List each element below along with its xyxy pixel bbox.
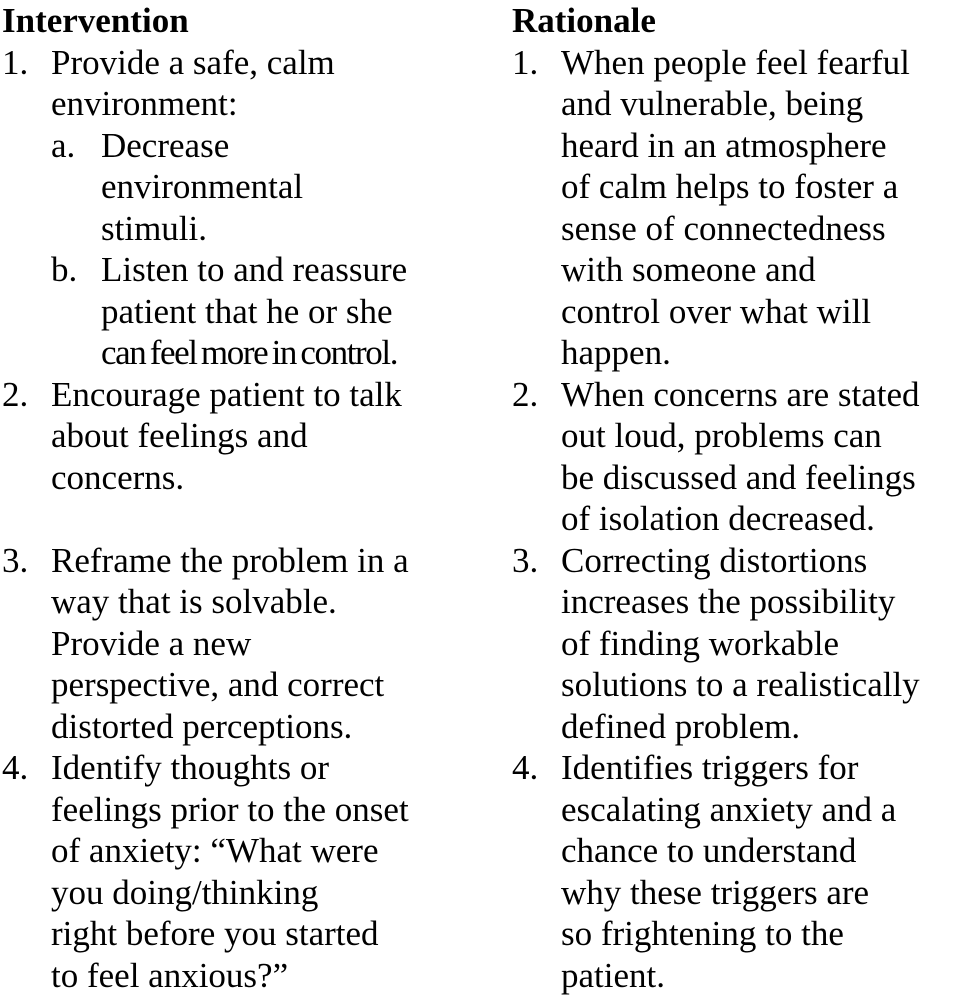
text-line: about feelings and	[51, 415, 472, 457]
intervention-item-4	[2, 747, 472, 996]
rationale-item-number: 3.	[512, 540, 561, 748]
rationale-item-text	[561, 540, 972, 748]
text-line: heard in an atmosphere	[561, 125, 972, 167]
text-line: can feel more in control.	[101, 332, 472, 374]
text-line: and vulnerable, being	[561, 83, 972, 125]
text-line: happen.	[561, 332, 972, 374]
intervention-column	[2, 0, 472, 996]
text-line: When people feel fearful	[561, 42, 972, 84]
text-line: stimuli.	[101, 208, 472, 250]
text-line: right before you started	[51, 913, 472, 955]
rationale-item-1	[512, 42, 972, 374]
rationale-item-4	[512, 747, 972, 996]
text-line: sense of connectedness	[561, 208, 972, 250]
intervention-item-text	[51, 747, 472, 996]
intervention-item-3	[2, 540, 472, 748]
text-line: of finding workable	[561, 623, 972, 665]
rationale-item-number: 4.	[512, 747, 561, 996]
intervention-heading: Intervention	[2, 0, 472, 42]
text-line: increases the possibility	[561, 581, 972, 623]
text-line: way that is solvable.	[51, 581, 472, 623]
text-line: with someone and	[561, 249, 972, 291]
text-line: Identify thoughts or	[51, 747, 472, 789]
text-line: patient that he or she	[101, 291, 472, 333]
text-line: so frightening to the	[561, 913, 972, 955]
intervention-item-number: 2.	[2, 374, 51, 540]
text-line: control over what will	[561, 291, 972, 333]
text-line: Provide a new	[51, 623, 472, 665]
subitem-label: a.	[51, 125, 101, 250]
text-line: Decrease	[101, 125, 472, 167]
rationale-heading: Rationale	[512, 0, 972, 42]
text-line: distorted perceptions.	[51, 706, 472, 748]
text-line: of anxiety: “What were	[51, 830, 472, 872]
rationale-item-number: 1.	[512, 42, 561, 374]
intervention-item-text	[51, 374, 472, 540]
intervention-item-number: 4.	[2, 747, 51, 996]
intervention-item-2	[2, 374, 472, 540]
text-line: concerns.	[51, 457, 472, 499]
intervention-item-text	[51, 42, 472, 374]
subitem-text	[101, 249, 472, 374]
text-line: defined problem.	[561, 706, 972, 748]
subitem-label: b.	[51, 249, 101, 374]
text-line: solutions to a realistically	[561, 664, 972, 706]
text-line: Identifies triggers for	[561, 747, 972, 789]
text-line: environment:	[51, 83, 472, 125]
intervention-subitem-a	[51, 125, 472, 250]
rationale-column	[512, 0, 972, 996]
text-line: patient.	[561, 955, 972, 996]
text-line: of calm helps to foster a	[561, 166, 972, 208]
text-line: Provide a safe, calm	[51, 42, 472, 84]
text-line: to feel anxious?”	[51, 955, 472, 996]
text-line: chance to understand	[561, 830, 972, 872]
intervention-subitem-b	[51, 249, 472, 374]
text-line: environmental	[101, 166, 472, 208]
rationale-item-text	[561, 374, 972, 540]
text-line: perspective, and correct	[51, 664, 472, 706]
text-line: Listen to and reassure	[101, 249, 472, 291]
rationale-item-3	[512, 540, 972, 748]
text-line: be discussed and feelings	[561, 457, 972, 499]
intervention-item-number: 3.	[2, 540, 51, 748]
text-line: you doing/thinking	[51, 872, 472, 914]
text-line: out loud, problems can	[561, 415, 972, 457]
rationale-item-text	[561, 42, 972, 374]
text-line: When concerns are stated	[561, 374, 972, 416]
rationale-item-2	[512, 374, 972, 540]
text-line: Reframe the problem in a	[51, 540, 472, 582]
text-line: feelings prior to the onset	[51, 789, 472, 831]
intervention-item-1	[2, 42, 472, 374]
subitem-text	[101, 125, 472, 250]
text-line: Encourage patient to talk	[51, 374, 472, 416]
intervention-item-number: 1.	[2, 42, 51, 374]
text-line: of isolation decreased.	[561, 498, 972, 540]
spacer	[51, 498, 472, 540]
text-line: Correcting distortions	[561, 540, 972, 582]
intervention-item-text	[51, 540, 472, 748]
rationale-item-text	[561, 747, 972, 996]
rationale-item-number: 2.	[512, 374, 561, 540]
text-line: escalating anxiety and a	[561, 789, 972, 831]
text-line: why these triggers are	[561, 872, 972, 914]
